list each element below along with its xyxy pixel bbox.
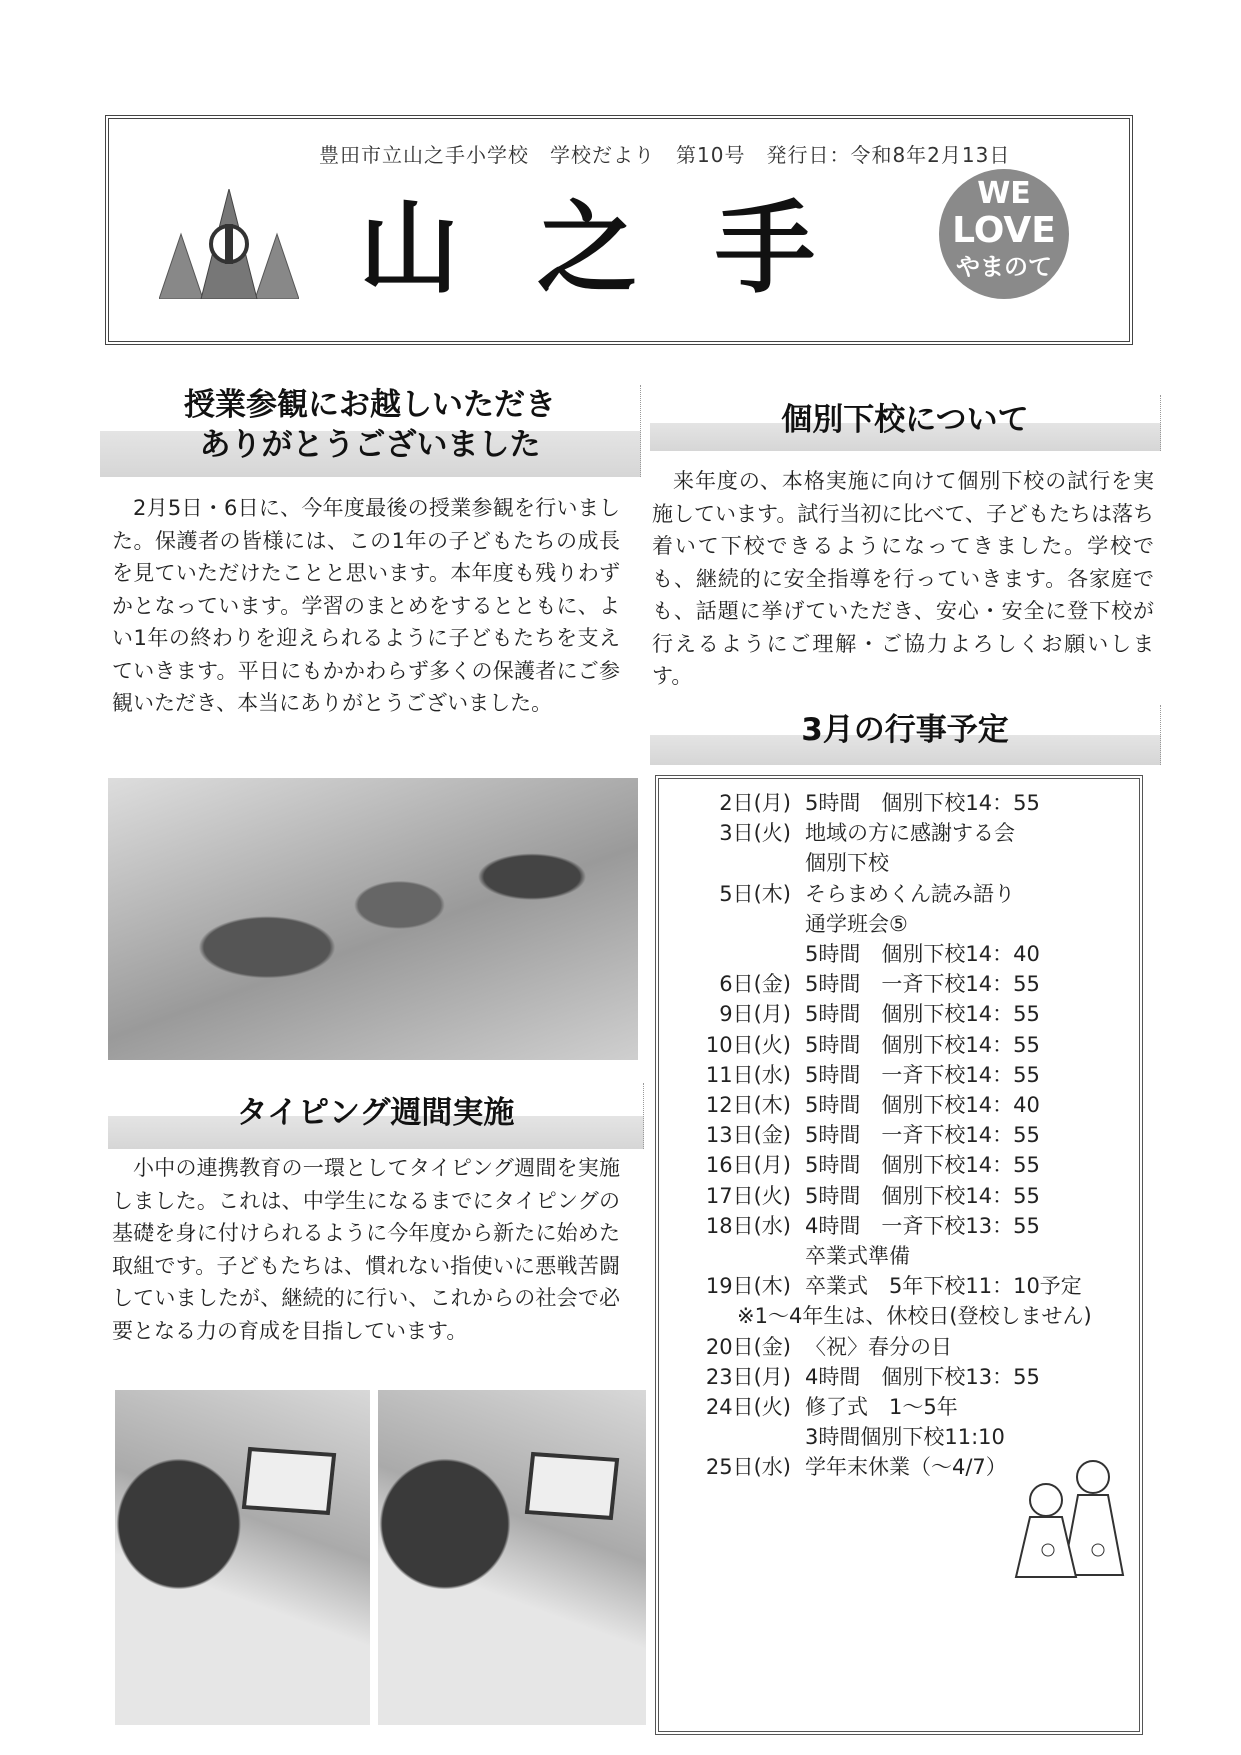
schedule-event: 5時間 個別下校14：55 <box>805 1183 1040 1208</box>
schedule-date: 25日(水) <box>705 1455 791 1480</box>
newsletter-title: 山之手 <box>359 190 893 307</box>
badge-line-1: WE <box>977 176 1031 211</box>
heading-line-2: ありがとうございました <box>199 427 541 463</box>
schedule-event: 修了式 1～5年 <box>805 1395 958 1419</box>
schedule-row <box>681 1000 1040 1028</box>
tablet-icon <box>242 1447 337 1515</box>
schedule-row <box>681 1091 1040 1119</box>
schedule-row <box>681 1393 958 1421</box>
schedule-date: 19日(木) <box>705 1274 791 1299</box>
schedule-row <box>681 1272 1082 1300</box>
schedule-date: 2日(月) <box>719 791 791 815</box>
schedule-row <box>681 1151 1040 1179</box>
schedule-row <box>681 1031 1040 1059</box>
schedule-event: そらまめくん読み語り <box>805 881 1015 906</box>
schedule-row <box>681 1423 1005 1451</box>
schedule-event: 〈祝〉春分の日 <box>805 1334 952 1359</box>
badge-line-3: やまのて <box>956 253 1052 281</box>
schedule-row <box>681 1182 1040 1210</box>
heading-line-1: 授業参観にお越しいただき <box>184 387 556 423</box>
schedule-date: 18日(水) <box>705 1213 791 1238</box>
schedule-event: 5時間 一斉下校14：55 <box>805 972 1040 997</box>
schedule-event: 卒業式準備 <box>805 1244 910 1268</box>
article-visit-heading <box>100 385 641 477</box>
article-typing-body: 小中の連携教育の一環としてタイピング週間を実施しました。これは、中学生になるまでにタイピングの基礎を身に付けられるように今年度から新たに始めた取組です。子どもたちは、慣れない指使いに悪戦苦闘していましたが、継続的に行い、これからの社会で必要となる力の育成を目指しています。 <box>112 1156 620 1343</box>
schedule-row <box>681 1061 1040 1089</box>
schedule-date: 16日(月) <box>705 1153 791 1178</box>
schedule-row <box>681 910 908 938</box>
schedule-date: 24日(火) <box>705 1395 791 1419</box>
schedule-event: 4時間 一斉下校13：55 <box>805 1213 1040 1238</box>
schedule-event: 学年末休業（～4/7） <box>805 1455 1007 1480</box>
schedule-date: 13日(金) <box>705 1123 791 1148</box>
typing-photo-left <box>115 1390 370 1725</box>
schedule-date: 3日(火) <box>719 821 791 846</box>
schedule-row <box>681 1121 1040 1149</box>
school-logo-icon <box>159 189 299 299</box>
badge-line-2: LOVE <box>952 210 1056 251</box>
masthead <box>105 115 1133 345</box>
schedule-date: 6日(金) <box>719 972 791 997</box>
article-dismissal-body: 来年度の、本格実施に向けて個別下校の試行を実施しています。試行当初に比べて、子どもたちは落ち着いて下校できるようになってきました。学校でも、継続的に安全指導を行っていきます。各家庭でも、話題に挙げていただき、安心・安全に登下校が行えるようにご理解・ご協力よろしくお願いします。 <box>652 469 1154 688</box>
schedule-row <box>681 970 1040 998</box>
schedule-event: 通学班会⑤ <box>805 911 908 936</box>
schedule-row <box>681 1453 1007 1481</box>
schedule-date: 20日(金) <box>705 1334 791 1359</box>
schedule-date: 5日(木) <box>719 881 791 906</box>
schedule-event: 5時間 個別下校14：55 <box>805 1153 1040 1178</box>
issue-line: 豊田市立山之手小学校 学校だより 第10号 発行日：令和8年2月13日 <box>319 143 1011 167</box>
typing-photo-right <box>378 1390 646 1725</box>
schedule-event: 5時間 個別下校14：55 <box>805 1002 1040 1027</box>
hina-dolls-illustration <box>1008 1455 1133 1580</box>
schedule-date: 17日(火) <box>705 1183 791 1208</box>
article-dismissal-heading: 個別下校について <box>650 395 1161 451</box>
schedule-date: 23日(月) <box>705 1364 791 1389</box>
schedule-event: 5時間 個別下校14：40 <box>805 1093 1040 1117</box>
schedule-row <box>681 789 1040 817</box>
schedule-row <box>681 940 1040 968</box>
schedule-row <box>681 1363 1040 1391</box>
schedule-date: 10日(火) <box>705 1032 791 1057</box>
tablet-icon <box>525 1452 620 1520</box>
schedule-event: 5時間 一斉下校14：55 <box>805 1062 1040 1087</box>
we-love-badge <box>939 169 1069 299</box>
schedule-event: 個別下校 <box>805 851 889 876</box>
schedule-row <box>681 849 889 877</box>
schedule-date: 12日(木) <box>705 1093 791 1117</box>
schedule-row <box>681 1242 910 1270</box>
schedule-event: 4時間 個別下校13：55 <box>805 1364 1040 1389</box>
schedule-row <box>681 880 1015 908</box>
schedule-event: 5時間 個別下校14：55 <box>805 791 1040 815</box>
schedule-row <box>737 1302 1092 1330</box>
class-visit-photo <box>108 778 638 1060</box>
schedule-heading: 3月の行事予定 <box>650 705 1161 765</box>
schedule-box <box>655 775 1143 1735</box>
schedule-event: 5時間 一斉下校14：55 <box>805 1123 1040 1148</box>
schedule-event: 5時間 個別下校14：40 <box>805 942 1040 966</box>
article-visit-body: 2月5日・6日に、今年度最後の授業参観を行いました。保護者の皆様には、この1年の子どもたちの成長を見ていただけたことと思います。本年度も残りわずかとなっています。学習のまとめをするとともに、よい1年の終わりを迎えられるように子どもたちを支えていきます。平日にもかかわらず多くの保護者にご参観いただき、本当にありがとうございました。 <box>112 496 620 715</box>
schedule-row <box>681 1212 1040 1240</box>
schedule-note: ※1～4年生は、休校日(登校しません) <box>737 1304 1092 1329</box>
article-typing-heading: タイピング週間実施 <box>108 1083 644 1149</box>
schedule-row <box>681 819 1015 847</box>
schedule-event: 卒業式 5年下校11：10予定 <box>805 1274 1082 1299</box>
schedule-event: 5時間 個別下校14：55 <box>805 1032 1040 1057</box>
schedule-event: 3時間個別下校11:10 <box>805 1425 1005 1450</box>
schedule-date: 9日(月) <box>719 1002 791 1027</box>
schedule-event: 地域の方に感謝する会 <box>805 821 1015 846</box>
schedule-row <box>681 1333 952 1361</box>
schedule-date: 11日(水) <box>705 1062 791 1087</box>
